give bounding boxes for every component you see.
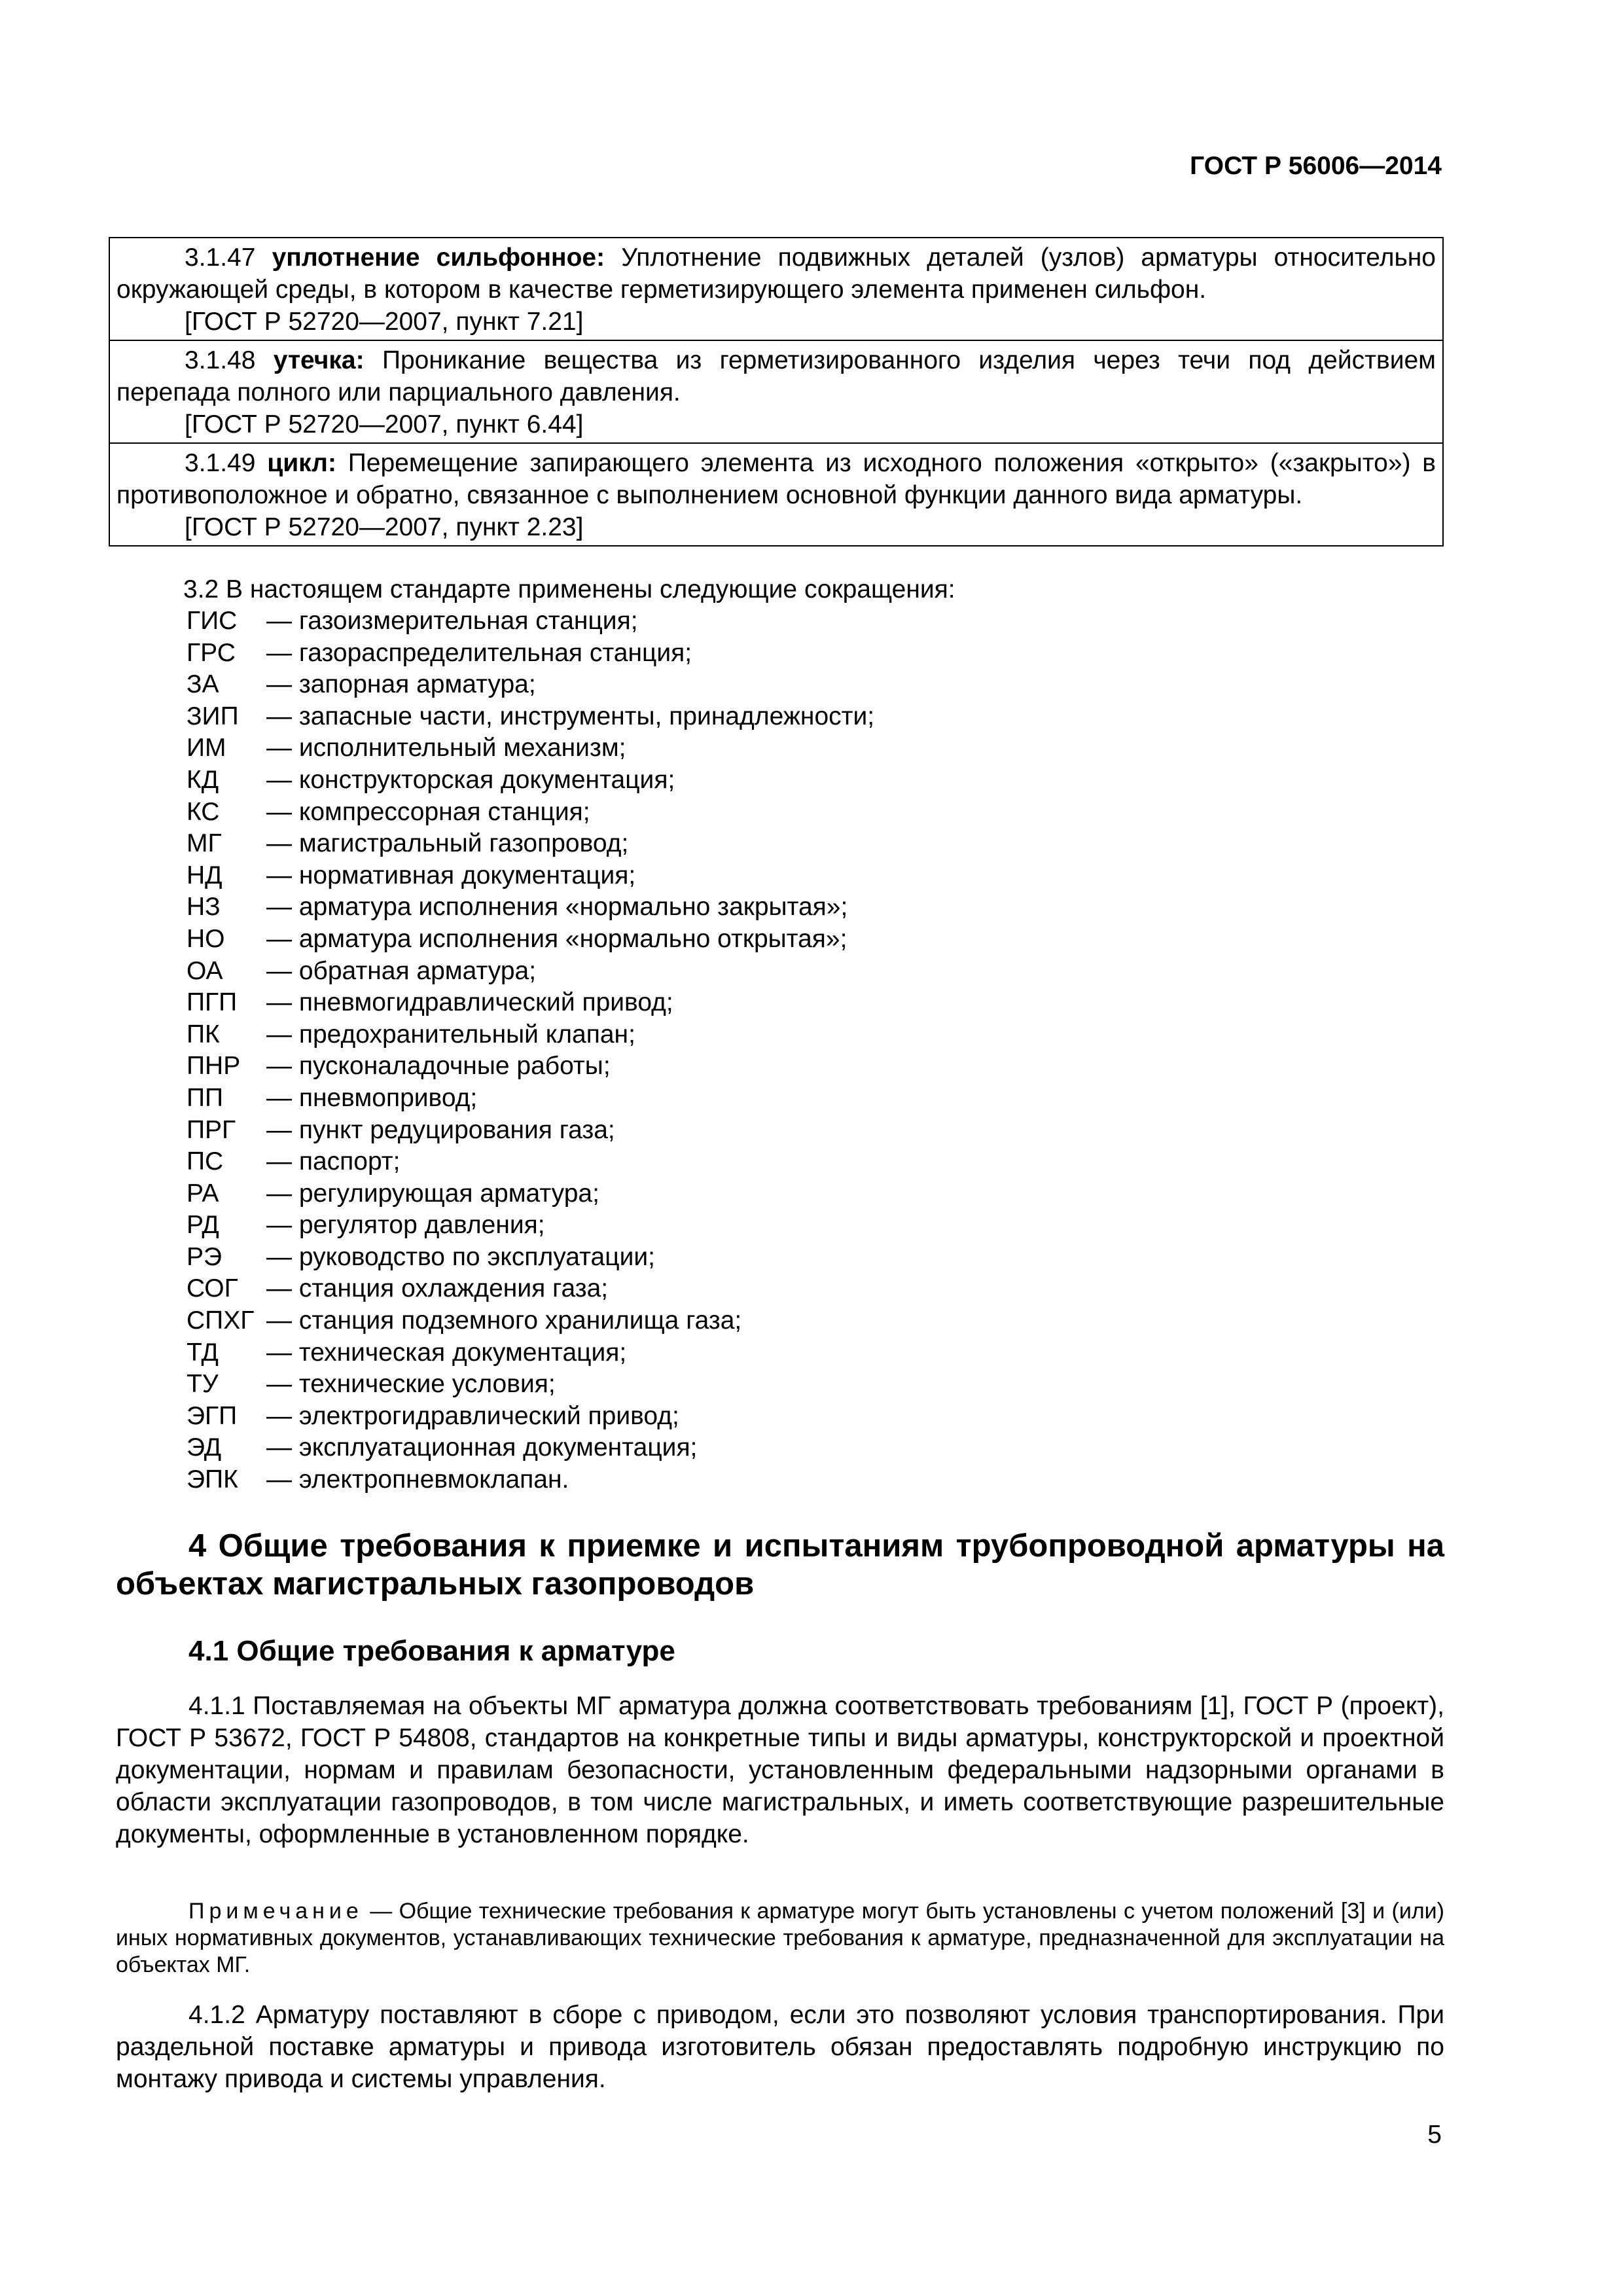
note-label: Примечание [188, 1899, 363, 1924]
abbreviation-description: — арматура исполнения «нормально закрытая»; [266, 893, 848, 922]
definition-term: цикл: [267, 449, 336, 477]
definition-reference: [ГОСТ Р 52720—2007, пункт 2.23] [185, 513, 584, 541]
abbreviation-code: НО [187, 924, 225, 953]
abbreviation-item [187, 1242, 874, 1274]
definition-row [110, 341, 1442, 444]
abbreviation-code: ПС [187, 1147, 224, 1176]
abbreviation-item [187, 1464, 874, 1496]
abbreviation-description: — обратная арматура; [266, 956, 537, 985]
definition-row [110, 444, 1442, 545]
abbreviation-item [187, 924, 874, 956]
abbreviation-item [187, 860, 874, 892]
section-title: 4 Общие требования к приемке и испытаниям трубопроводной арматуры на объектах магистральных газопроводов [116, 1528, 1444, 1602]
abbreviation-code: ЭПК [187, 1465, 238, 1494]
abbreviation-code: ПГП [187, 988, 238, 1017]
definition-term: уплотнение сильфонное: [272, 243, 605, 272]
abbreviation-code: ПК [187, 1020, 220, 1049]
abbreviation-description: — газораспределительная станция; [266, 638, 692, 667]
definition-number: 3.1.48 [185, 346, 256, 374]
abbreviation-description: — арматура исполнения «нормально открытая»; [266, 924, 847, 953]
abbreviation-item [187, 797, 874, 829]
definition-body: Перемещение запирающего элемента из исходного положения «открыто» («закрыто») в противоположное и обратно, связанное с выполнением основной функции данного вида арматуры. [116, 449, 1436, 509]
abbreviation-code: ОА [187, 956, 223, 985]
abbreviation-description: — технические условия; [266, 1370, 556, 1399]
abbreviation-code: ПНР [187, 1052, 241, 1081]
abbreviations-intro: 3.2 В настоящем стандарте применены следующие сокращения: [183, 575, 955, 603]
abbreviation-code: ЭГП [187, 1401, 238, 1430]
abbreviation-description: — компрессорная станция; [266, 797, 590, 826]
abbreviation-code: КД [187, 765, 219, 794]
abbreviation-code: ЗИП [187, 702, 239, 730]
abbreviation-item [187, 1401, 874, 1433]
abbreviation-item [187, 1083, 874, 1115]
definition-number: 3.1.49 [185, 449, 256, 477]
abbreviation-item [187, 669, 874, 701]
abbreviation-item [187, 956, 874, 988]
abbreviation-description: — пункт редуцирования газа; [266, 1115, 615, 1144]
abbreviation-item [187, 1369, 874, 1401]
abbreviation-description: — электрогидравлический привод; [266, 1401, 679, 1430]
abbreviation-code: РА [187, 1179, 219, 1208]
abbreviation-code: ГРС [187, 638, 236, 667]
definition-reference: [ГОСТ Р 52720—2007, пункт 6.44] [185, 410, 584, 439]
definition-term: утечка: [273, 346, 365, 374]
abbreviation-item [187, 1050, 874, 1083]
abbreviation-description: — магистральный газопровод; [266, 829, 629, 858]
paragraph-4-1-1: 4.1.1 Поставляемая на объекты МГ арматура должна соответствовать требованиям [1], ГОСТ Р (проект), ГОСТ Р 53672, ГОСТ Р 54808, стандартов на конкретные типы и виды арматуры, конструкторской и проектной документации, нормам и правилам безопасности, установленным федеральными надзорными органами в области эксплуатации газопроводов, в том числе магистральных, и иметь соответствующие разрешительные документы, оформленные в установленном порядке. [116, 1692, 1444, 1848]
abbreviation-description: — регулятор давления; [266, 1211, 545, 1240]
abbreviation-description: — электропневмоклапан. [266, 1465, 569, 1494]
abbreviation-item [187, 764, 874, 797]
abbreviation-code: НЗ [187, 893, 221, 922]
abbreviation-description: — станция охлаждения газа; [266, 1274, 609, 1303]
abbreviation-code: СОГ [187, 1274, 238, 1303]
abbreviation-item [187, 1337, 874, 1369]
abbreviation-description: — исполнительный механизм; [266, 734, 626, 762]
subsection-title: 4.1 Общие требования к арматуре [188, 1635, 675, 1667]
abbreviation-item [187, 891, 874, 924]
definition-text [116, 242, 1436, 306]
abbreviation-description: — пневмопривод; [266, 1083, 478, 1112]
abbreviation-description: — запасные части, инструменты, принадлежности; [266, 702, 875, 730]
abbreviation-item [187, 1432, 874, 1464]
abbreviation-description: — предохранительный клапан; [266, 1020, 635, 1049]
abbreviation-description: — эксплуатационная документация; [266, 1433, 698, 1462]
abbreviations-list [187, 605, 874, 1496]
page-number: 5 [1427, 2121, 1442, 2149]
abbreviation-code: ИМ [187, 734, 226, 762]
abbreviation-item [187, 1178, 874, 1210]
abbreviation-code: ГИС [187, 607, 238, 635]
abbreviation-item [187, 1210, 874, 1242]
definition-reference: [ГОСТ Р 52720—2007, пункт 7.21] [185, 308, 584, 336]
abbreviation-code: ПП [187, 1083, 224, 1112]
note-text: — Общие технические требования к арматуре могут быть установлены с учетом положений [3] и (или) иных нормативных документов, устанавливающих технические требования к арматуре, предназначенной для эксплуатации на объектах МГ. [116, 1899, 1444, 1977]
abbreviation-item [187, 1273, 874, 1305]
note-paragraph [116, 1898, 1444, 1979]
abbreviation-description: — паспорт; [266, 1147, 401, 1176]
definition-body: Проникание вещества из герметизированного изделия через течи под действием перепада полного или парциального давления. [116, 346, 1436, 406]
definition-text [116, 447, 1436, 511]
abbreviation-item [187, 1019, 874, 1051]
abbreviation-description: — пневмогидравлический привод; [266, 988, 673, 1017]
definition-text [116, 344, 1436, 408]
definitions-table [109, 237, 1444, 547]
abbreviation-description: — станция подземного хранилища газа; [266, 1306, 742, 1335]
abbreviation-code: СПХГ [187, 1306, 255, 1335]
abbreviation-item [187, 732, 874, 764]
abbreviation-code: КС [187, 797, 220, 826]
abbreviation-item [187, 605, 874, 637]
abbreviation-code: ЗА [187, 670, 219, 699]
paragraph-4-1-2: 4.1.2 Арматуру поставляют в сборе с приводом, если это позволяют условия транспортирования. При раздельной поставке арматуры и привода изготовитель обязан предоставлять подробную инструкцию по монтажу привода и системы управления. [116, 2001, 1444, 2093]
abbreviation-item [187, 1305, 874, 1337]
abbreviation-code: РД [187, 1211, 219, 1240]
abbreviation-description: — пусконаладочные работы; [266, 1052, 611, 1081]
abbreviation-description: — газоизмерительная станция; [266, 607, 638, 635]
abbreviation-item [187, 1115, 874, 1147]
abbreviation-description: — запорная арматура; [266, 670, 536, 699]
abbreviation-code: ПРГ [187, 1115, 236, 1144]
abbreviation-code: НД [187, 861, 223, 889]
definition-row [110, 238, 1442, 341]
abbreviation-description: — руководство по эксплуатации; [266, 1242, 655, 1271]
abbreviation-code: ТУ [187, 1370, 219, 1399]
definition-body: Уплотнение подвижных деталей (узлов) арматуры относительно окружающей среды, в котором в качестве герметизирующего элемента применен сильфон. [116, 243, 1436, 304]
definition-number: 3.1.47 [185, 243, 256, 272]
abbreviation-item [187, 828, 874, 860]
abbreviation-item [187, 701, 874, 733]
abbreviation-description: — нормативная документация; [266, 861, 636, 889]
abbreviation-description: — регулирующая арматура; [266, 1179, 599, 1208]
abbreviation-item [187, 1146, 874, 1178]
abbreviation-code: ТД [187, 1338, 219, 1367]
abbreviation-item [187, 637, 874, 670]
abbreviation-description: — конструкторская документация; [266, 765, 675, 794]
abbreviation-code: МГ [187, 829, 222, 858]
abbreviation-code: ЭД [187, 1433, 222, 1462]
abbreviation-code: РЭ [187, 1242, 223, 1271]
document-header: ГОСТ Р 56006—2014 [1190, 152, 1442, 180]
abbreviation-item [187, 987, 874, 1019]
abbreviation-description: — техническая документация; [266, 1338, 627, 1367]
